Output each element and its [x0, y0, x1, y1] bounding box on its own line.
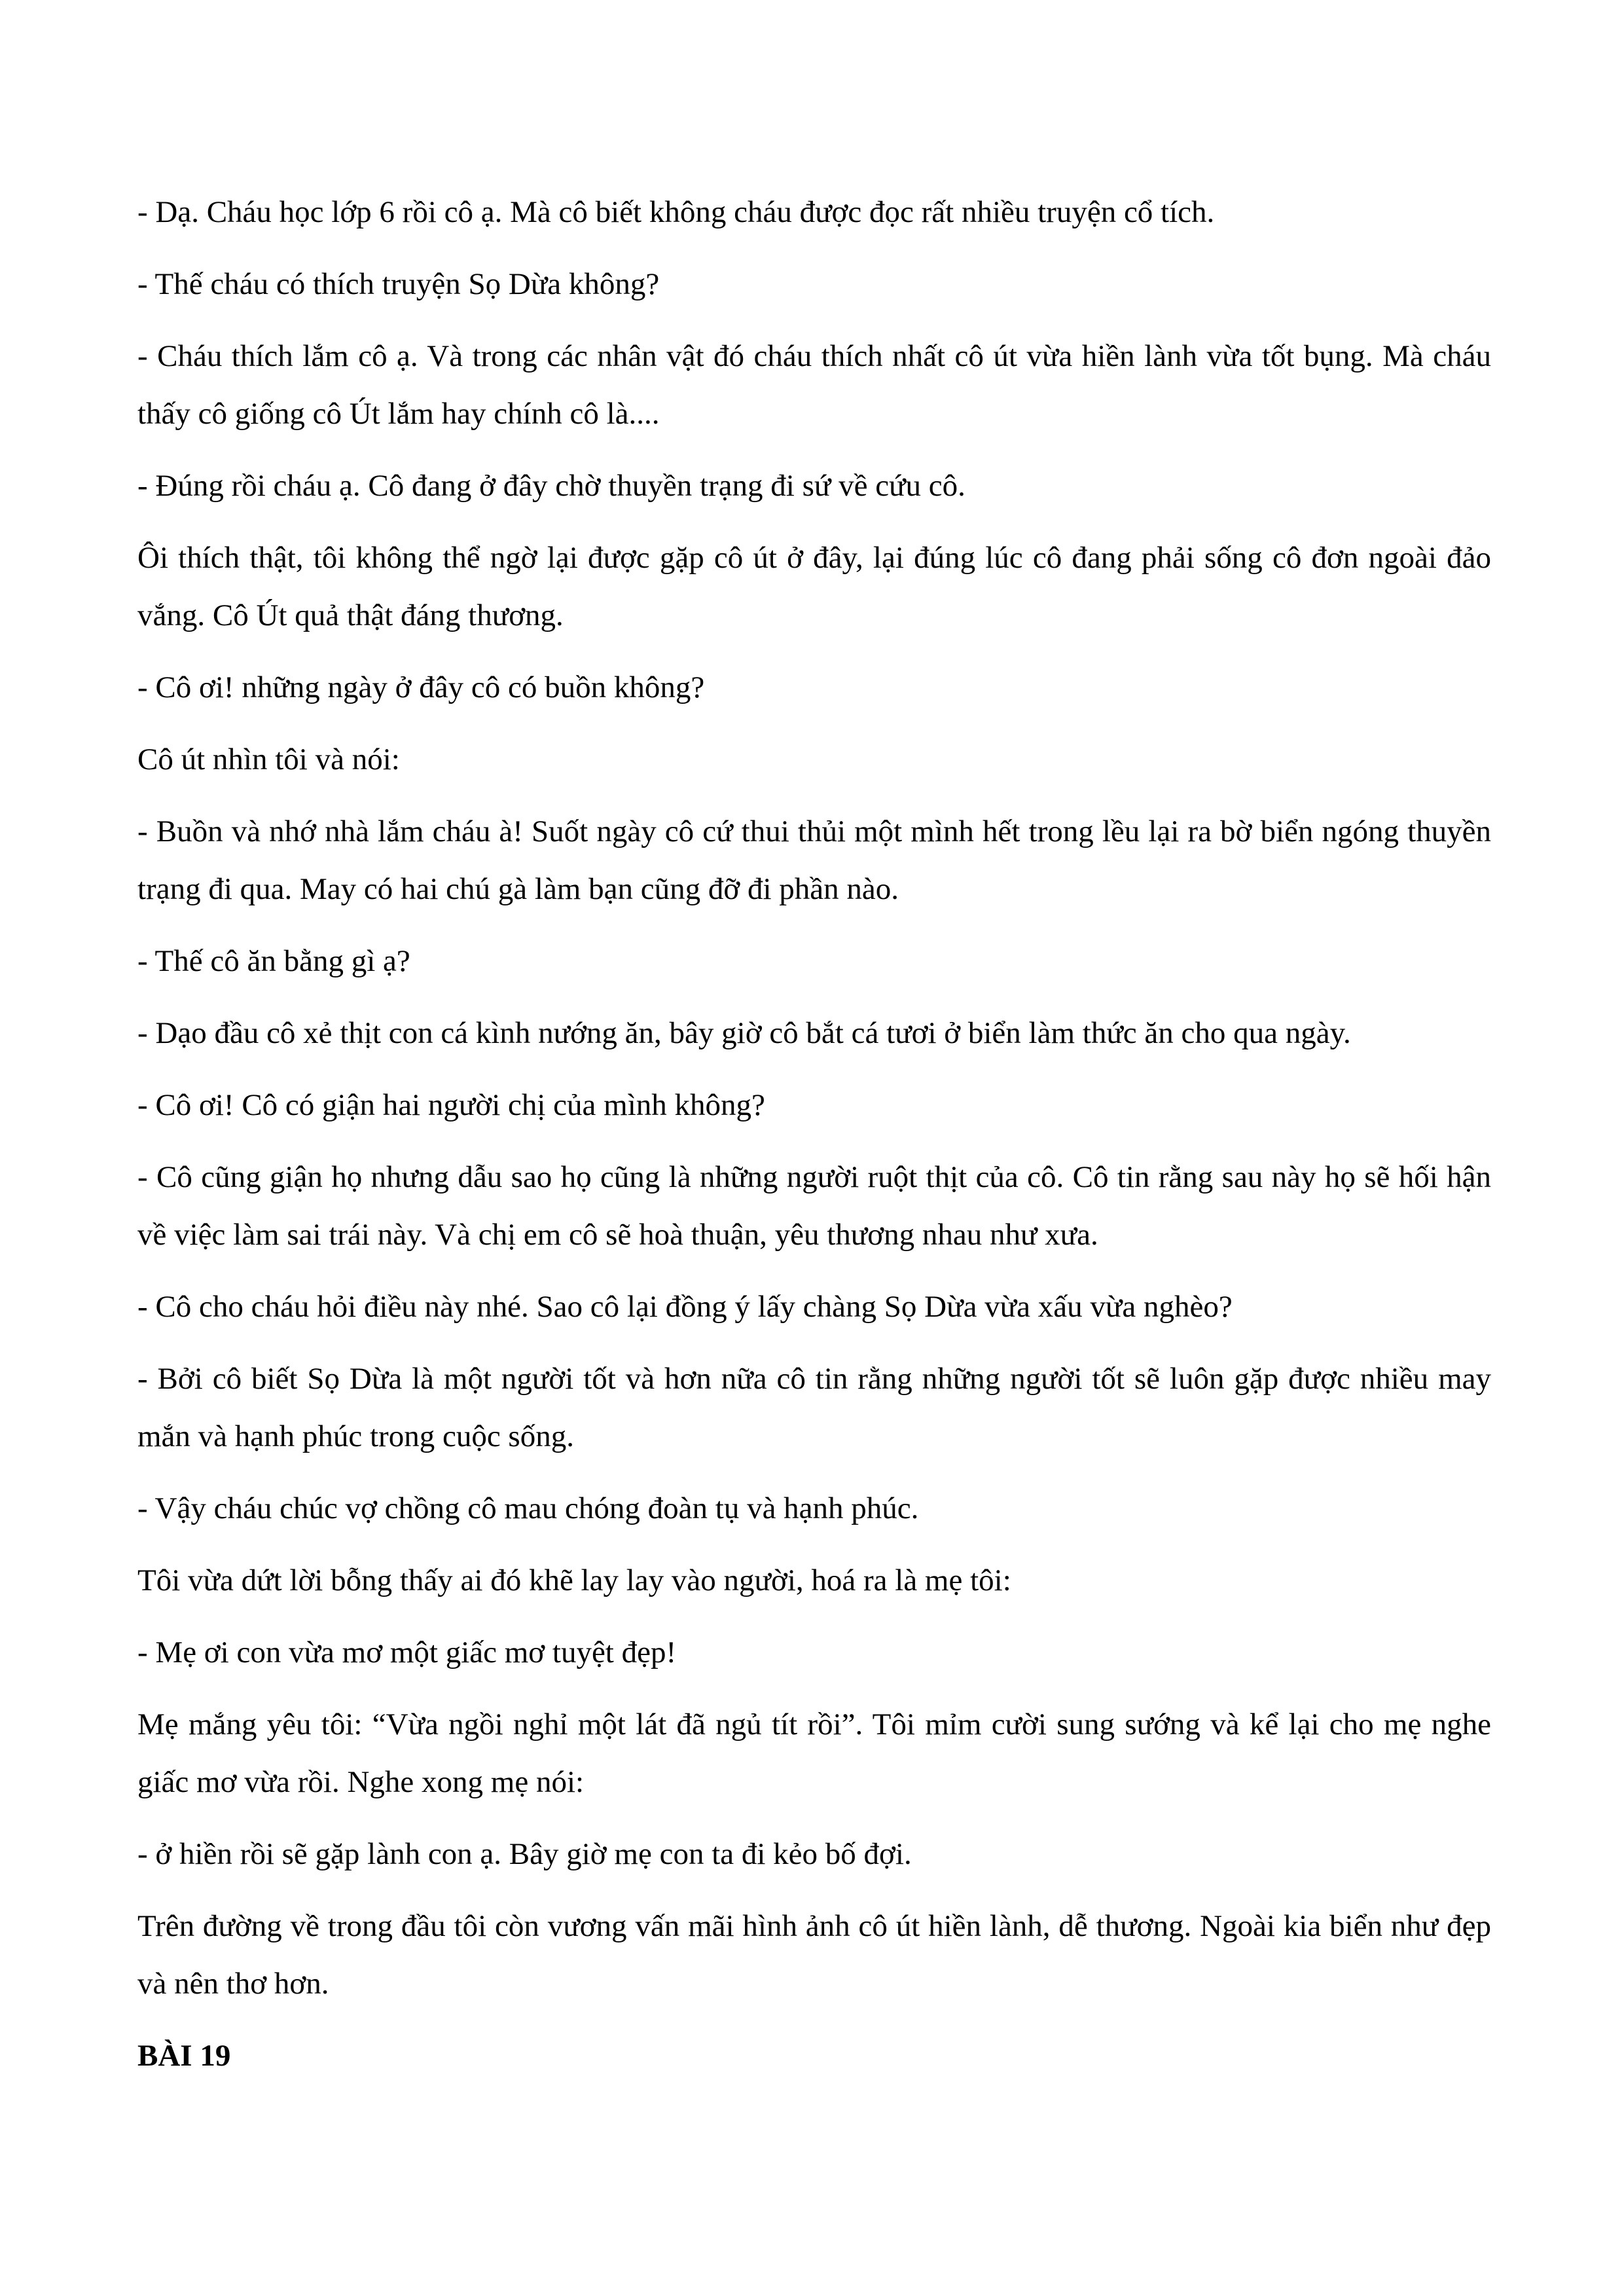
paragraph-8: - Buồn và nhớ nhà lắm cháu à! Suốt ngày cô cứ thui thủi một mình hết trong lều lại ra bờ biển ngóng thuyền trạng đi qua. May có hai chú gà làm bạn cũng đỡ đi phần nào.: [137, 814, 1491, 906]
document-body: [137, 183, 1491, 2085]
paragraph-17: - Mẹ ơi con vừa mơ một giấc mơ tuyệt đẹp!: [137, 1635, 677, 1669]
paragraph-4: - Đúng rồi cháu ạ. Cô đang ở đây chờ thuyền trạng đi sứ về cứu cô.: [137, 469, 965, 503]
paragraph-10: - Dạo đầu cô xẻ thịt con cá kình nướng ăn, bây giờ cô bắt cá tươi ở biển làm thức ăn cho qua ngày.: [137, 1016, 1351, 1050]
paragraph-13: - Cô cho cháu hỏi điều này nhé. Sao cô lại đồng ý lấy chàng Sọ Dừa vừa xấu vừa nghèo?: [137, 1290, 1233, 1324]
paragraph-7: Cô út nhìn tôi và nói:: [137, 742, 400, 776]
paragraph-14: - Bởi cô biết Sọ Dừa là một người tốt và hơn nữa cô tin rằng những người tốt sẽ luôn gặp được nhiều may mắn và hạnh phúc trong cuộc sống.: [137, 1362, 1491, 1453]
paragraph-16: Tôi vừa dứt lời bỗng thấy ai đó khẽ lay lay vào người, hoá ra là mẹ tôi:: [137, 1563, 1011, 1597]
paragraph-20: Trên đường về trong đầu tôi còn vương vấn mãi hình ảnh cô út hiền lành, dễ thương. Ngoài kia biển như đẹp và nên thơ hơn.: [137, 1909, 1491, 2001]
paragraph-9: - Thế cô ăn bằng gì ạ?: [137, 944, 410, 978]
paragraph-19: - ở hiền rồi sẽ gặp lành con ạ. Bây giờ mẹ con ta đi kẻo bố đợi.: [137, 1837, 912, 1871]
paragraph-12: - Cô cũng giận họ nhưng dẫu sao họ cũng là những người ruột thịt của cô. Cô tin rằng sau này họ sẽ hối hận về việc làm sai trái này. Và chị em cô sẽ hoà thuận, yêu thương nhau như xưa.: [137, 1160, 1491, 1252]
paragraph-6: - Cô ơi! những ngày ở đây cô có buồn không?: [137, 670, 705, 704]
paragraph-5: Ôi thích thật, tôi không thể ngờ lại được gặp cô út ở đây, lại đúng lúc cô đang phải sống cô đơn ngoài đảo vắng. Cô Út quả thật đáng thương.: [137, 541, 1491, 632]
paragraph-2: - Thế cháu có thích truyện Sọ Dừa không?: [137, 267, 660, 301]
paragraph-11: - Cô ơi! Cô có giận hai người chị của mình không?: [137, 1088, 765, 1122]
section-heading: BÀI 19: [137, 2039, 231, 2073]
paragraph-18: Mẹ mắng yêu tôi: “Vừa ngồi nghỉ một lát đã ngủ tít rồi”. Tôi mỉm cười sung sướng và kể lại cho mẹ nghe giấc mơ vừa rồi. Nghe xong mẹ nói:: [137, 1707, 1491, 1799]
paragraph-1: - Dạ. Cháu học lớp 6 rồi cô ạ. Mà cô biết không cháu được đọc rất nhiều truyện cổ tích.: [137, 195, 1215, 229]
paragraph-3: - Cháu thích lắm cô ạ. Và trong các nhân vật đó cháu thích nhất cô út vừa hiền lành vừa tốt bụng. Mà cháu thấy cô giống cô Út lắm hay chính cô là....: [137, 339, 1491, 431]
paragraph-15: - Vậy cháu chúc vợ chồng cô mau chóng đoàn tụ và hạnh phúc.: [137, 1491, 919, 1525]
